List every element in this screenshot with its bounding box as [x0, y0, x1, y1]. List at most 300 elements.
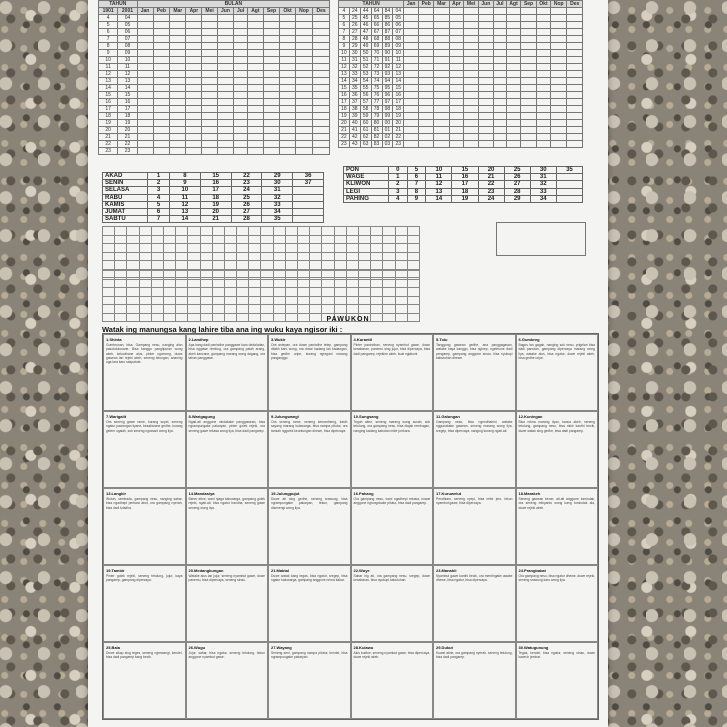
table-cell — [163, 279, 175, 288]
table-cell — [419, 15, 434, 22]
table-cell — [170, 36, 186, 43]
table-cell — [280, 43, 296, 50]
table-cell — [419, 57, 434, 64]
table-cell: 16 — [339, 92, 350, 99]
table-cell — [478, 92, 493, 99]
table-cell: 17 — [339, 99, 350, 106]
table-cell — [200, 261, 212, 270]
table-cell: 42 — [349, 134, 360, 141]
table-cell: 72 — [371, 64, 382, 71]
table-cell — [248, 78, 264, 85]
table-cell — [404, 141, 419, 148]
table-cell — [151, 227, 163, 236]
table-cell: 18 — [99, 113, 118, 120]
table-cell — [273, 261, 285, 270]
table-cell: 66 — [371, 22, 382, 29]
month-label: Jan — [404, 1, 419, 8]
table-cell — [273, 279, 285, 288]
table-cell — [137, 85, 153, 92]
table-cell — [551, 120, 567, 127]
pasaran-value: 13 — [426, 188, 452, 195]
table-cell — [186, 78, 202, 85]
table-cell — [419, 43, 434, 50]
pasaran-name: LEGI — [344, 188, 389, 195]
wuku-cell — [103, 488, 186, 565]
table-cell — [434, 71, 449, 78]
table-cell — [224, 279, 236, 288]
table-cell — [419, 92, 434, 99]
wuku-cell — [268, 334, 351, 411]
table-cell — [404, 43, 419, 50]
table-cell: 04 — [393, 8, 404, 15]
table-cell — [521, 99, 536, 106]
table-cell — [151, 279, 163, 288]
wuku-cell — [516, 642, 599, 719]
table-cell — [212, 261, 224, 270]
weekday-value: 24 — [231, 187, 262, 194]
table-cell — [434, 141, 449, 148]
table-cell — [395, 252, 407, 261]
table-cell — [404, 99, 419, 106]
table-cell — [464, 15, 478, 22]
table-cell — [280, 85, 296, 92]
table-cell — [295, 36, 312, 43]
table-cell — [536, 15, 550, 22]
table-cell — [493, 99, 506, 106]
table-cell — [506, 15, 520, 22]
month-label: Apr — [186, 8, 202, 15]
table-cell: 86 — [382, 22, 393, 29]
table-cell — [334, 271, 346, 280]
table-cell: 44 — [360, 8, 371, 15]
table-cell — [137, 92, 153, 99]
wuku-title: 10.Sungsang — [353, 414, 379, 419]
table-cell — [521, 57, 536, 64]
table-cell — [567, 22, 583, 29]
table-cell — [137, 43, 153, 50]
table-cell — [248, 85, 264, 92]
table-cell — [434, 15, 449, 22]
table-cell — [263, 106, 280, 113]
table-cell: 75 — [371, 85, 382, 92]
table-cell — [261, 235, 273, 244]
table-cell: 92 — [382, 64, 393, 71]
table-cell — [478, 50, 493, 57]
pasaran-value — [556, 174, 582, 181]
weekday-value: 27 — [231, 208, 262, 215]
pasaran-value: 7 — [407, 181, 426, 188]
wuku-cell — [103, 411, 186, 488]
wuku-cell — [103, 565, 186, 642]
table-cell: 62 — [360, 134, 371, 141]
table-cell — [137, 78, 153, 85]
table-cell: 06 — [118, 29, 137, 36]
table-cell — [536, 57, 550, 64]
table-cell: 14 — [339, 78, 350, 85]
table-cell — [202, 106, 218, 113]
table-cell: 99 — [382, 113, 393, 120]
table-cell — [295, 113, 312, 120]
table-cell — [212, 235, 224, 244]
table-cell — [273, 305, 285, 314]
table-cell — [186, 22, 202, 29]
pasaran-value: 23 — [478, 188, 504, 195]
table-cell — [137, 22, 153, 29]
wuku-title: 2.Landhep — [188, 337, 209, 342]
table-cell: 10 — [99, 57, 118, 64]
wuku-desc: Pinter golek rejeki, seneng tetulung, jujur, kaya pangarep, gampang dipercaya. — [106, 574, 183, 583]
table-cell — [567, 57, 583, 64]
table-cell — [358, 227, 370, 236]
table-cell — [506, 64, 520, 71]
table-cell — [521, 92, 536, 99]
table-cell — [202, 92, 218, 99]
wuku-cell — [433, 488, 516, 565]
table-cell — [346, 305, 358, 314]
table-cell: 69 — [371, 43, 382, 50]
table-cell — [478, 64, 493, 71]
table-cell — [313, 43, 330, 50]
wuku-desc: Alus budine, seneng nyambut gawe, bisa dipercaya, duwe rejeki akeh. — [353, 651, 430, 660]
table-cell — [434, 106, 449, 113]
table-cell: 16 — [99, 99, 118, 106]
wuku-cell — [186, 488, 269, 565]
table-cell — [407, 244, 419, 253]
table-cell — [280, 29, 296, 36]
table-cell — [202, 57, 218, 64]
table-cell — [567, 36, 583, 43]
table-cell: 65 — [371, 15, 382, 22]
table-cell — [493, 22, 506, 29]
table-cell — [280, 15, 296, 22]
table-cell — [346, 261, 358, 270]
table-cell — [298, 288, 310, 297]
pasaran-value — [556, 188, 582, 195]
table-cell: 27 — [349, 29, 360, 36]
pasaran-value: 30 — [530, 167, 556, 174]
pasaran-value: 17 — [452, 181, 478, 188]
table-cell — [298, 296, 310, 305]
table-cell — [139, 305, 151, 314]
table-cell — [404, 8, 419, 15]
table-cell — [464, 120, 478, 127]
table-cell — [536, 127, 550, 134]
pasaran-value: 32 — [530, 181, 556, 188]
table-cell: 08 — [118, 43, 137, 50]
table-cell — [434, 92, 449, 99]
pasaran-value: 27 — [504, 181, 530, 188]
table-cell: 10 — [339, 50, 350, 57]
table-cell — [249, 252, 261, 261]
table-cell — [493, 127, 506, 134]
table-cell — [224, 288, 236, 297]
table-cell — [280, 36, 296, 43]
table-cell — [202, 64, 218, 71]
table-cell — [404, 64, 419, 71]
table-cell — [285, 252, 297, 261]
table-cell: 23 — [99, 148, 118, 155]
table-cell — [202, 29, 218, 36]
table-cell — [170, 22, 186, 29]
table-cell: 23 — [339, 141, 350, 148]
table-cell — [313, 78, 330, 85]
table-cell — [249, 305, 261, 314]
table-cell — [137, 64, 153, 71]
table-cell — [137, 120, 153, 127]
table-cell — [163, 288, 175, 297]
table-cell — [419, 71, 434, 78]
table-cell: 30 — [349, 50, 360, 57]
table-cell — [521, 64, 536, 71]
wuku-cell — [516, 334, 599, 411]
table-cell — [551, 8, 567, 15]
table-cell — [506, 127, 520, 134]
table-cell — [217, 57, 233, 64]
table-cell: 15 — [118, 92, 137, 99]
month-label: Sep — [263, 8, 280, 15]
table-cell — [449, 22, 464, 29]
table-cell — [153, 50, 170, 57]
table-cell — [478, 36, 493, 43]
table-cell — [419, 78, 434, 85]
table-cell — [536, 141, 550, 148]
weekday-value — [293, 201, 324, 208]
table-cell — [493, 78, 506, 85]
table-cell — [188, 244, 200, 253]
table-cell — [237, 296, 249, 305]
table-cell: 77 — [371, 99, 382, 106]
pasaran-value — [556, 181, 582, 188]
weekday-value: 30 — [262, 180, 293, 187]
table-cell — [224, 305, 236, 314]
table-cell — [395, 244, 407, 253]
table-cell — [464, 134, 478, 141]
year-col: 2001 — [118, 8, 137, 15]
table-cell — [358, 305, 370, 314]
table-cell — [103, 288, 115, 297]
wuku-cell — [351, 411, 434, 488]
weekday-name: JUMAT — [103, 208, 148, 215]
table-cell — [234, 148, 248, 155]
table-cell — [170, 64, 186, 71]
table-cell — [434, 22, 449, 29]
table-cell — [310, 279, 322, 288]
pasaran-value: 10 — [426, 167, 452, 174]
table-cell — [234, 120, 248, 127]
table-cell — [137, 113, 153, 120]
table-cell — [395, 296, 407, 305]
table-cell: 70 — [371, 50, 382, 57]
table-cell — [200, 288, 212, 297]
pasaran-name: PON — [344, 167, 389, 174]
pasaran-value: 26 — [504, 174, 530, 181]
table-cell — [139, 235, 151, 244]
table-cell — [237, 252, 249, 261]
table-cell: 11 — [393, 57, 404, 64]
table-cell — [521, 36, 536, 43]
table-cell — [404, 15, 419, 22]
wuku-desc: Bagus lan gagah, nanging sok nesu, prigelan bisa dadi panutan, gampang dipercaya marang wong liya, watake alus, bisa ngatur, duwe rejeki akeh, bisa gedhe uripe. — [518, 343, 595, 360]
table-cell — [464, 85, 478, 92]
table-cell: 41 — [349, 127, 360, 134]
wuku-cell — [516, 488, 599, 565]
table-cell — [163, 296, 175, 305]
table-cell — [478, 141, 493, 148]
table-cell — [186, 120, 202, 127]
table-cell — [188, 271, 200, 280]
table-cell — [521, 71, 536, 78]
table-cell — [551, 50, 567, 57]
table-cell: 21 — [339, 127, 350, 134]
wuku-desc: Teguh atine, seneng marang wong susah, sok tetulung, ora gampang nesu, bisa diajak rembugan, nanging kadang kabotan mikir perkara. — [353, 420, 430, 433]
table-cell — [567, 50, 583, 57]
table-cell — [313, 85, 330, 92]
table-cell: 84 — [382, 8, 393, 15]
table-cell — [137, 15, 153, 22]
table-cell: 51 — [360, 57, 371, 64]
table-cell — [493, 64, 506, 71]
month-label: Jan — [137, 8, 153, 15]
table-cell: 78 — [371, 106, 382, 113]
table-cell — [464, 50, 478, 57]
table-cell — [506, 43, 520, 50]
wuku-cell — [186, 334, 269, 411]
weekday-value: 12 — [169, 201, 200, 208]
table-cell — [536, 22, 550, 29]
table-cell — [358, 271, 370, 280]
table-cell — [334, 244, 346, 253]
table-cell — [186, 36, 202, 43]
wuku-title: 6.Gumbreg — [518, 337, 540, 342]
table-cell — [263, 71, 280, 78]
weekday-value — [293, 216, 324, 223]
table-cell — [383, 235, 395, 244]
table-cell: 20 — [99, 127, 118, 134]
table-cell — [103, 227, 115, 236]
table-cell — [567, 134, 583, 141]
month-label: Agt — [506, 1, 520, 8]
table-cell — [536, 64, 550, 71]
table-cell — [234, 92, 248, 99]
table-cell — [493, 92, 506, 99]
table-cell — [186, 64, 202, 71]
table-cell — [313, 22, 330, 29]
table-cell: 87 — [382, 29, 393, 36]
table-cell — [163, 261, 175, 270]
weekday-value: 35 — [262, 216, 293, 223]
table-cell — [395, 279, 407, 288]
table-cell — [295, 92, 312, 99]
table-cell — [313, 71, 330, 78]
wuku-desc: Ora gampang nesu, bisa ngatur dhewe, duwe rejeki, seneng srawung karo wong liya. — [518, 574, 595, 583]
table-cell — [212, 279, 224, 288]
table-cell — [551, 99, 567, 106]
month-label: Nop — [295, 8, 312, 15]
table-cell — [234, 134, 248, 141]
table-cell — [371, 296, 383, 305]
table-cell — [449, 141, 464, 148]
table-cell — [153, 36, 170, 43]
table-cell — [163, 244, 175, 253]
table-cell — [419, 50, 434, 57]
table-cell — [322, 244, 334, 253]
table-cell — [434, 120, 449, 127]
pasaran-name: KLIWON — [344, 181, 389, 188]
weekday-value: 9 — [169, 180, 200, 187]
table-cell — [346, 227, 358, 236]
table-cell: 97 — [382, 99, 393, 106]
table-cell — [212, 227, 224, 236]
table-cell — [419, 99, 434, 106]
table-cell — [404, 29, 419, 36]
table-cell: 28 — [349, 36, 360, 43]
table-cell: 80 — [371, 120, 382, 127]
table-cell: 6 — [339, 22, 350, 29]
table-cell — [536, 106, 550, 113]
weekday-value: 33 — [262, 201, 293, 208]
table-cell — [521, 85, 536, 92]
table-cell: 48 — [360, 36, 371, 43]
table-cell — [449, 120, 464, 127]
table-cell: 9 — [339, 43, 350, 50]
wuku-title: 23.Manahil — [436, 568, 457, 573]
table-cell: 20 — [393, 120, 404, 127]
table-cell — [153, 141, 170, 148]
table-cell — [346, 279, 358, 288]
table-cell — [407, 288, 419, 297]
wuku-desc: Wutuh, sembada, gampang nesu, nanging sabar, bisa ngadhepi perkara abot, ora gampang nyerah, bisa dadi tuladha. — [106, 497, 183, 510]
weekday-value: 3 — [148, 187, 170, 194]
wuku-desc: Ora seneng rame, seneng kemantheng, kasih sayang marang kulawarga, bisa nampa pitutur, ora tansah nggolek keuntungan dhewe, bisa dipercaya. — [271, 420, 348, 433]
table-cell — [163, 252, 175, 261]
table-cell — [139, 271, 151, 280]
table-cell — [202, 71, 218, 78]
table-cell — [115, 271, 127, 280]
table-cell — [506, 78, 520, 85]
wuku-cell — [351, 334, 434, 411]
table-cell — [137, 29, 153, 36]
month-label: Okt — [280, 8, 296, 15]
table-cell — [567, 29, 583, 36]
table-cell: 10 — [118, 57, 137, 64]
table-cell — [313, 141, 330, 148]
table-cell — [449, 78, 464, 85]
table-cell — [285, 279, 297, 288]
table-cell — [217, 99, 233, 106]
table-cell — [217, 106, 233, 113]
table-cell — [261, 279, 273, 288]
table-cell: 20 — [339, 120, 350, 127]
table-cell — [478, 134, 493, 141]
table-cell — [434, 99, 449, 106]
table-cell — [404, 57, 419, 64]
table-cell — [249, 244, 261, 253]
month-label: Mei — [464, 1, 478, 8]
table-cell — [506, 29, 520, 36]
table-cell — [163, 271, 175, 280]
table-cell — [263, 78, 280, 85]
table-cell — [358, 288, 370, 297]
table-cell — [322, 279, 334, 288]
table-cell — [103, 244, 115, 253]
table-cell: 17 — [99, 106, 118, 113]
weekday-value: 1 — [148, 173, 170, 180]
table-cell — [567, 43, 583, 50]
table-cell: 12 — [339, 64, 350, 71]
table-cell — [404, 134, 419, 141]
table-cell — [298, 271, 310, 280]
table-cell — [115, 244, 127, 253]
